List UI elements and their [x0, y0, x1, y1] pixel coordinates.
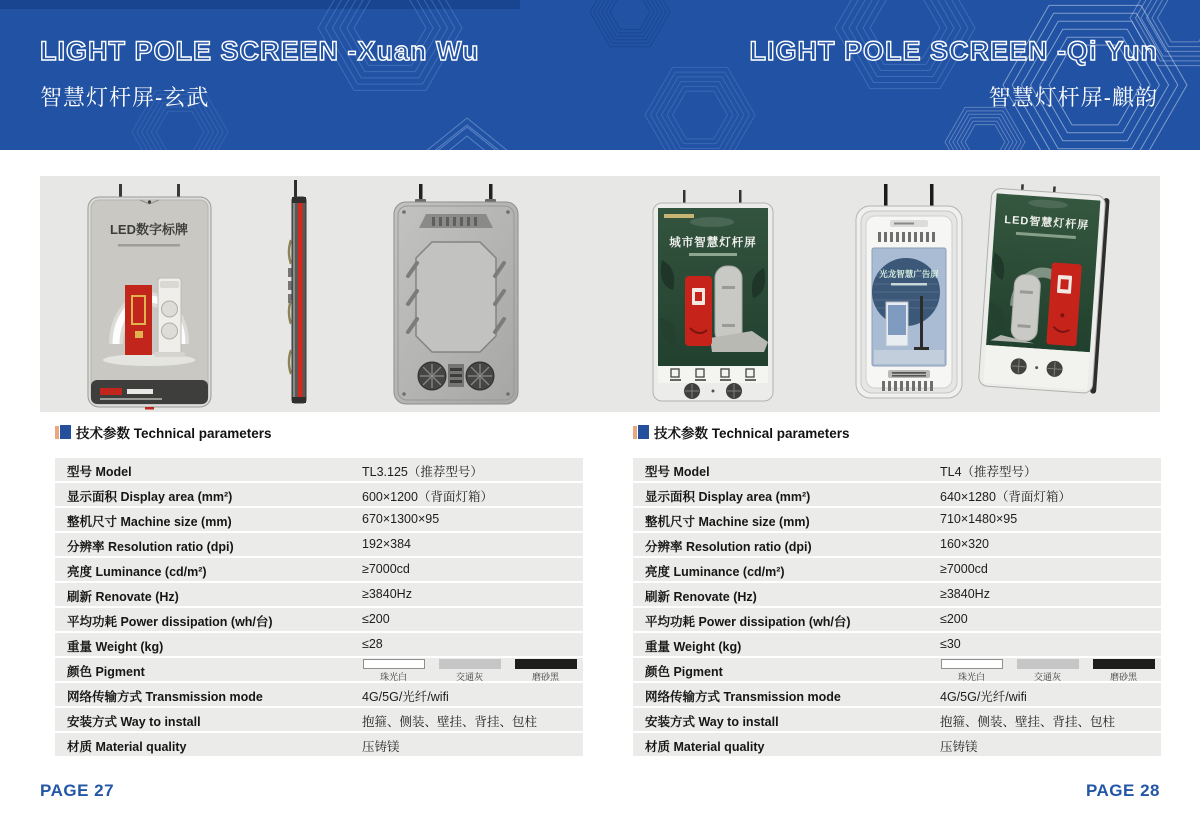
spec-value: 192×384	[362, 537, 412, 551]
pigment-swatches	[940, 659, 1155, 683]
spec-label: 平均功耗 Power dissipation (wh/台)	[645, 615, 851, 629]
spec-label: 分辨率 Resolution ratio (dpi)	[645, 540, 812, 554]
spec-label: 显示面积 Display area (mm²)	[67, 490, 233, 504]
section-header	[633, 424, 1161, 440]
spec-value: ≤28	[362, 637, 383, 651]
spec-row-model	[633, 458, 1161, 481]
pearl-white-color-chip	[363, 659, 425, 669]
spec-row-transmission	[633, 683, 1161, 706]
spec-label: 重量 Weight (kg)	[67, 640, 164, 654]
spec-row-install	[633, 708, 1161, 731]
spec-value: 670×1300×95	[362, 512, 440, 526]
spec-value: ≥3840Hz	[940, 587, 990, 601]
spec-value: 4G/5G/光纤/wifi	[940, 690, 1027, 704]
spec-row-transmission	[55, 683, 583, 706]
swatch-label: 磨砂黑	[1109, 672, 1137, 682]
qiyun-mid-screen-title: 光龙智慧广告屏	[879, 269, 939, 279]
title-zh-qiyun: 智慧灯杆屏-麒韵	[988, 85, 1158, 110]
swatch-matte-black	[1092, 659, 1155, 683]
spec-value: 640×1280（背面灯箱）	[940, 490, 1071, 504]
spec-label: 型号 Model	[67, 465, 132, 479]
swatch-pearl-white	[362, 659, 425, 683]
title-en-xuanwu: LIGHT POLE SCREEN -Xuan Wu	[40, 36, 480, 66]
spec-row-weight	[633, 633, 1161, 656]
pigment-swatches	[362, 659, 577, 683]
spec-value: ≤200	[362, 612, 390, 626]
section-bullet-icon	[633, 424, 650, 440]
spec-row-weight	[55, 633, 583, 656]
spec-row-display-area	[633, 483, 1161, 506]
spec-row-luminance	[55, 558, 583, 581]
spec-value: 压铸镁	[940, 740, 978, 754]
spec-label: 颜色 Pigment	[67, 665, 145, 679]
spec-value: ≤30	[940, 637, 961, 651]
section-title: 技术参数 Technical parameters	[76, 426, 272, 441]
spec-label: 网络传输方式 Transmission mode	[67, 690, 263, 704]
header-right-titles	[749, 36, 1158, 112]
header-left-titles	[40, 36, 480, 112]
spec-value: TL3.125（推荐型号）	[362, 465, 483, 479]
qiyun-poster-title: 城市智慧灯杆屏	[669, 237, 757, 249]
spec-value: ≥7000cd	[940, 562, 988, 576]
qiyun-angled-view	[977, 182, 1113, 400]
xuanwu-back-view	[392, 184, 520, 406]
spec-table	[55, 458, 583, 756]
swatch-label: 珠光白	[957, 672, 985, 682]
spec-label: 颜色 Pigment	[645, 665, 723, 679]
spec-row-resolution	[633, 533, 1161, 556]
spec-label: 安装方式 Way to install	[67, 715, 201, 729]
spec-label: 分辨率 Resolution ratio (dpi)	[67, 540, 234, 554]
spec-row-power	[633, 608, 1161, 631]
spec-label: 刷新 Renovate (Hz)	[67, 590, 179, 604]
spec-value: 抱箍、侧装、壁挂、背挂、包柱	[362, 715, 538, 729]
spec-value: TL4（推荐型号）	[940, 465, 1037, 479]
spec-label: 亮度 Luminance (cd/m²)	[645, 565, 785, 579]
spec-label: 材质 Material quality	[67, 740, 187, 754]
spec-label: 整机尺寸 Machine size (mm)	[67, 515, 232, 529]
matte-black-color-chip	[515, 659, 577, 669]
spec-label: 刷新 Renovate (Hz)	[645, 590, 757, 604]
page-header	[0, 0, 1200, 150]
matte-black-color-chip	[1093, 659, 1155, 669]
spec-label: 型号 Model	[645, 465, 710, 479]
xuanwu-poster-title: LED数字标牌	[109, 222, 189, 237]
qiyun-framed-view	[854, 184, 964, 400]
xuanwu-side-view	[286, 180, 312, 410]
section-header	[55, 424, 583, 440]
spec-label: 整机尺寸 Machine size (mm)	[645, 515, 810, 529]
spec-value: ≥3840Hz	[362, 587, 412, 601]
spec-row-power	[55, 608, 583, 631]
spec-value: 压铸镁	[362, 740, 400, 754]
title-en-qiyun: LIGHT POLE SCREEN -Qi Yun	[749, 36, 1158, 66]
swatch-label: 珠光白	[379, 672, 407, 682]
swatch-traffic-gray	[438, 659, 501, 683]
qiyun-angled-poster-title: LED智慧灯杆屏	[1003, 214, 1090, 232]
spec-row-pigment	[633, 658, 1161, 681]
spec-row-resolution	[55, 533, 583, 556]
spec-value: 600×1200（背面灯箱）	[362, 490, 493, 504]
spec-row-install	[55, 708, 583, 731]
spec-row-display-area	[55, 483, 583, 506]
spec-row-machine-size	[633, 508, 1161, 531]
spec-value: 710×1480×95	[940, 512, 1018, 526]
spec-value: 抱箍、侧装、壁挂、背挂、包柱	[940, 715, 1116, 729]
spec-label: 重量 Weight (kg)	[645, 640, 742, 654]
spec-column-xuanwu	[55, 424, 583, 758]
spec-column-qiyun	[633, 424, 1161, 758]
title-zh-xuanwu: 智慧灯杆屏-玄武	[40, 85, 210, 110]
traffic-gray-color-chip	[439, 659, 501, 669]
section-title: 技术参数 Technical parameters	[654, 426, 850, 441]
spec-label: 网络传输方式 Transmission mode	[645, 690, 841, 704]
spec-label: 显示面积 Display area (mm²)	[645, 490, 811, 504]
spec-row-luminance	[633, 558, 1161, 581]
swatch-label: 磨砂黑	[531, 672, 559, 682]
swatch-pearl-white	[940, 659, 1003, 683]
qiyun-front-view	[652, 190, 774, 402]
swatch-traffic-gray	[1016, 659, 1079, 683]
swatch-matte-black	[514, 659, 577, 683]
spec-label: 平均功耗 Power dissipation (wh/台)	[67, 615, 273, 629]
spec-table	[633, 458, 1161, 756]
page-number-left: PAGE 27	[40, 781, 115, 800]
swatch-label: 交通灰	[1033, 672, 1061, 682]
spec-row-material	[633, 733, 1161, 756]
xuanwu-front-view	[86, 182, 213, 410]
pearl-white-color-chip	[941, 659, 1003, 669]
spec-row-material	[55, 733, 583, 756]
section-bullet-icon	[55, 424, 72, 440]
spec-row-model	[55, 458, 583, 481]
swatch-label: 交通灰	[455, 672, 483, 682]
spec-row-pigment	[55, 658, 583, 681]
traffic-gray-color-chip	[1017, 659, 1079, 669]
spec-row-machine-size	[55, 508, 583, 531]
spec-value: 160×320	[940, 537, 990, 551]
spec-value: 4G/5G/光纤/wifi	[362, 690, 449, 704]
page-number-right: PAGE 28	[1085, 781, 1160, 800]
spec-label: 亮度 Luminance (cd/m²)	[67, 565, 207, 579]
spec-label: 材质 Material quality	[645, 740, 765, 754]
spec-value: ≥7000cd	[362, 562, 410, 576]
spec-row-renovate	[55, 583, 583, 606]
spec-label: 安装方式 Way to install	[645, 715, 779, 729]
product-showcase-band	[40, 176, 1160, 412]
spec-row-renovate	[633, 583, 1161, 606]
spec-value: ≤200	[940, 612, 968, 626]
